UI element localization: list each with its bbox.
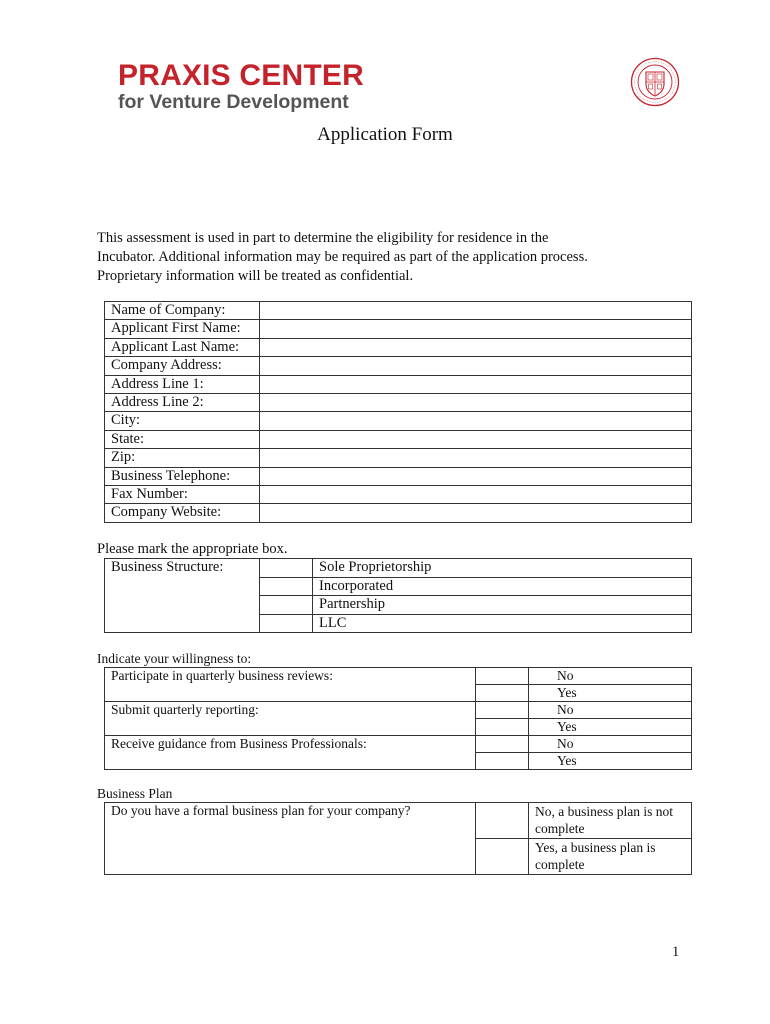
table-row: [105, 393, 692, 411]
guidance-yes-checkbox[interactable]: [476, 753, 529, 770]
option-label: LLC: [313, 614, 692, 633]
willingness-heading: Indicate your willingness to:: [97, 651, 252, 666]
company-info-table: [104, 301, 692, 523]
fax-number-field[interactable]: [260, 485, 692, 503]
option-label: No: [529, 668, 692, 685]
city-field[interactable]: [260, 412, 692, 430]
table-row: [105, 302, 692, 320]
field-label: Company Address:: [105, 357, 260, 375]
table-row: [105, 320, 692, 338]
reporting-yes-checkbox[interactable]: [476, 719, 529, 736]
company-name-field[interactable]: [260, 302, 692, 320]
table-row: [105, 485, 692, 503]
table-row: [105, 803, 692, 839]
option-label: Yes, a business plan is complete: [529, 839, 692, 875]
university-seal-icon: [630, 57, 680, 107]
logo-subtitle: for Venture Development: [118, 91, 349, 113]
zip-field[interactable]: [260, 449, 692, 467]
question-label: Do you have a formal business plan for your company?: [105, 803, 476, 875]
table-row: [105, 449, 692, 467]
field-label: Name of Company:: [105, 302, 260, 320]
field-label: City:: [105, 412, 260, 430]
table-row: [105, 338, 692, 356]
logo-title: PRAXIS CENTER: [118, 59, 364, 92]
field-label: Zip:: [105, 449, 260, 467]
field-label: Address Line 1:: [105, 375, 260, 393]
incorporated-checkbox[interactable]: [260, 577, 313, 596]
reporting-no-checkbox[interactable]: [476, 702, 529, 719]
business-plan-table: [104, 802, 692, 875]
llc-checkbox[interactable]: [260, 614, 313, 633]
table-row: [105, 357, 692, 375]
intro-paragraph: [97, 229, 657, 286]
table-row: [105, 559, 692, 578]
field-label: Business Telephone:: [105, 467, 260, 485]
plan-complete-checkbox[interactable]: [476, 839, 529, 875]
table-row: [105, 736, 692, 753]
address-line-2-field[interactable]: [260, 393, 692, 411]
table-row: [105, 412, 692, 430]
page-number: 1: [672, 944, 680, 960]
intro-line: Proprietary information will be treated as confidential.: [97, 268, 414, 284]
table-row: [105, 430, 692, 448]
question-label: Submit quarterly reporting:: [105, 702, 476, 736]
option-label: No, a business plan is not complete: [529, 803, 692, 839]
business-structure-label: Business Structure:: [105, 559, 260, 633]
question-label: Participate in quarterly business reviews:: [105, 668, 476, 702]
question-label: Receive guidance from Business Professionals:: [105, 736, 476, 770]
option-label: Yes: [529, 719, 692, 736]
field-label: Fax Number:: [105, 485, 260, 503]
business-plan-heading: Business Plan: [97, 786, 173, 801]
business-telephone-field[interactable]: [260, 467, 692, 485]
option-label: No: [529, 702, 692, 719]
state-field[interactable]: [260, 430, 692, 448]
business-structure-table: [104, 558, 692, 633]
field-label: Company Website:: [105, 504, 260, 522]
option-label: No: [529, 736, 692, 753]
option-label: Sole Proprietorship: [313, 559, 692, 578]
praxis-center-logo: [118, 60, 364, 113]
willingness-table: [104, 667, 692, 770]
option-label: Yes: [529, 685, 692, 702]
option-label: Yes: [529, 753, 692, 770]
table-row: [105, 702, 692, 719]
option-label: Incorporated: [313, 577, 692, 596]
page-title: Application Form: [317, 124, 453, 145]
structure-instruction: Please mark the appropriate box.: [97, 541, 288, 557]
table-row: [105, 504, 692, 522]
table-row: [105, 668, 692, 685]
address-line-1-field[interactable]: [260, 375, 692, 393]
reviews-yes-checkbox[interactable]: [476, 685, 529, 702]
last-name-field[interactable]: [260, 338, 692, 356]
intro-line: This assessment is used in part to determine the eligibility for residence in the: [97, 230, 549, 246]
field-label: Address Line 2:: [105, 393, 260, 411]
field-label: State:: [105, 430, 260, 448]
sole-proprietorship-checkbox[interactable]: [260, 559, 313, 578]
table-row: [105, 375, 692, 393]
field-label: Applicant First Name:: [105, 320, 260, 338]
intro-line: Incubator. Additional information may be required as part of the application process.: [97, 249, 588, 265]
reviews-no-checkbox[interactable]: [476, 668, 529, 685]
company-address-field[interactable]: [260, 357, 692, 375]
guidance-no-checkbox[interactable]: [476, 736, 529, 753]
option-label: Partnership: [313, 596, 692, 615]
table-row: [105, 467, 692, 485]
partnership-checkbox[interactable]: [260, 596, 313, 615]
plan-not-complete-checkbox[interactable]: [476, 803, 529, 839]
company-website-field[interactable]: [260, 504, 692, 522]
first-name-field[interactable]: [260, 320, 692, 338]
field-label: Applicant Last Name:: [105, 338, 260, 356]
